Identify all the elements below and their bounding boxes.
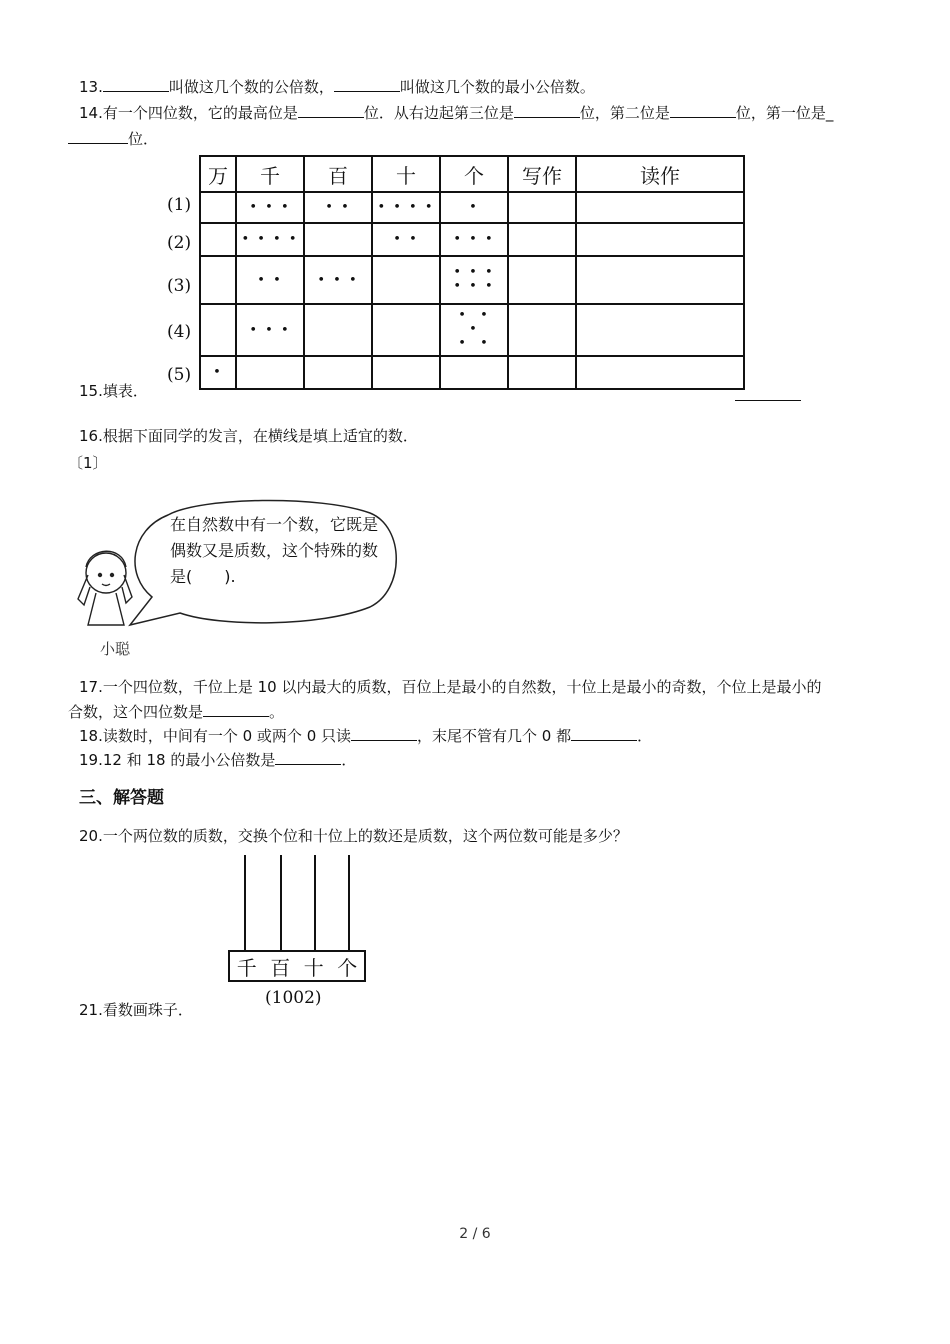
- cell: • • •: [304, 256, 372, 304]
- cell: • • • •: [372, 192, 440, 223]
- page-number: 2 / 6: [459, 1226, 491, 1242]
- cell: • • • • •: [440, 304, 508, 356]
- table-header-row: [200, 156, 744, 192]
- answer-blank[interactable]: [298, 103, 364, 118]
- answer-blank[interactable]: [334, 77, 400, 92]
- answer-blank[interactable]: [103, 77, 169, 92]
- header-ge: 个: [440, 156, 508, 192]
- cell: [304, 356, 372, 389]
- header-shi: 十: [372, 156, 440, 192]
- abacus-rod: [314, 855, 316, 950]
- abacus-base: [228, 950, 366, 982]
- row-label: (2): [167, 233, 192, 253]
- question-20: 20.一个两位数的质数，交换个位和十位上的数还是质数，这个两位数可能是多少？: [79, 827, 628, 845]
- section-heading: 三、解答题: [79, 788, 164, 808]
- question-17: 17.一个四位数，千位上是 10 以内最大的质数，百位上是最小的自然数，十位上是最小的奇数，个位上是最小的: [79, 678, 822, 696]
- cell: • •: [236, 256, 304, 304]
- question-18: 18.读数时，中间有一个 0 或两个 0 只读 ，末尾不管有几个 0 都 ．: [79, 727, 653, 745]
- read-answer-cell[interactable]: [576, 356, 744, 389]
- cell: • • •: [236, 192, 304, 223]
- answer-blank[interactable]: [514, 103, 580, 118]
- write-answer-cell[interactable]: [508, 192, 576, 223]
- cell: • • • •: [236, 223, 304, 256]
- cell: • • •: [236, 304, 304, 356]
- abacus-label-qian: 千: [236, 955, 257, 980]
- abacus-number: (1002): [265, 988, 322, 1008]
- cell: • • •: [440, 223, 508, 256]
- answer-blank[interactable]: [351, 726, 417, 741]
- read-answer-cell[interactable]: [576, 256, 744, 304]
- write-answer-cell[interactable]: [508, 304, 576, 356]
- row-label: (4): [167, 322, 192, 342]
- cell: [372, 356, 440, 389]
- read-answer-cell[interactable]: [576, 223, 744, 256]
- table-row: [200, 223, 744, 256]
- cell: [200, 256, 236, 304]
- cell: •: [200, 356, 236, 389]
- place-value-table: [199, 155, 745, 390]
- header-wan: 万: [200, 156, 236, 192]
- cell: [304, 304, 372, 356]
- header-bai: 百: [304, 156, 372, 192]
- write-answer-cell[interactable]: [508, 356, 576, 389]
- answer-blank[interactable]: [670, 103, 736, 118]
- speaker-name: 小聪: [100, 640, 131, 658]
- table-row: [200, 304, 744, 356]
- cell: [372, 256, 440, 304]
- question-14: 14.有一个四位数，它的最高位是 位．从右边起第三位是 位，第二位是 位，第一位是_: [79, 104, 834, 122]
- question-14-cont: 位．: [68, 128, 158, 150]
- cell: • • • • • •: [440, 256, 508, 304]
- answer-blank[interactable]: [275, 750, 341, 765]
- cell: • •: [304, 192, 372, 223]
- abacus-label-ge: 个: [337, 955, 358, 980]
- table-row: [200, 256, 744, 304]
- abacus-rod: [244, 855, 246, 950]
- abacus-label-shi: 十: [303, 955, 324, 980]
- abacus-rod: [280, 855, 282, 950]
- cell: [372, 304, 440, 356]
- read-answer-cell[interactable]: [576, 304, 744, 356]
- question-15: 15.填表．: [79, 382, 148, 400]
- table-row: [200, 192, 744, 223]
- cell: [236, 356, 304, 389]
- read-answer-cell[interactable]: [576, 192, 744, 223]
- answer-blank[interactable]: [203, 702, 269, 717]
- answer-blank[interactable]: [68, 129, 128, 144]
- girl-figure: [78, 551, 132, 625]
- header-read: 读作: [576, 156, 744, 192]
- cell: [440, 356, 508, 389]
- cell: [200, 192, 236, 223]
- write-answer-cell[interactable]: [508, 256, 576, 304]
- question-13: 13. 叫做这几个数的公倍数， 叫做这几个数的最小公倍数。: [79, 78, 595, 96]
- cell: [200, 223, 236, 256]
- question-19: 19.12 和 18 的最小公倍数是 ．: [79, 751, 357, 769]
- abacus-rod: [348, 855, 350, 950]
- header-qian: 千: [236, 156, 304, 192]
- answer-blank[interactable]: [571, 726, 637, 741]
- question-16-sub: 〔1〕: [68, 454, 108, 472]
- header-write: 写作: [508, 156, 576, 192]
- abacus-label-bai: 百: [270, 955, 291, 980]
- speech-bubble-text: 在自然数中有一个数，它既是偶数又是质数，这个特殊的数是( ).: [170, 515, 379, 586]
- row-label: (5): [167, 365, 192, 385]
- row-label: (3): [167, 276, 192, 296]
- question-21: 21.看数画珠子．: [79, 1001, 193, 1019]
- cell: [304, 223, 372, 256]
- answer-blank[interactable]: [735, 386, 801, 401]
- question-17-cont: 合数，这个四位数是 。: [68, 703, 285, 721]
- write-answer-cell[interactable]: [508, 223, 576, 256]
- cell: [200, 304, 236, 356]
- cell: • •: [372, 223, 440, 256]
- row-label: (1): [167, 195, 192, 215]
- cell: •: [440, 192, 508, 223]
- question-16: 16.根据下面同学的发言，在横线是填上适宜的数．: [79, 427, 418, 445]
- table-row: [200, 356, 744, 389]
